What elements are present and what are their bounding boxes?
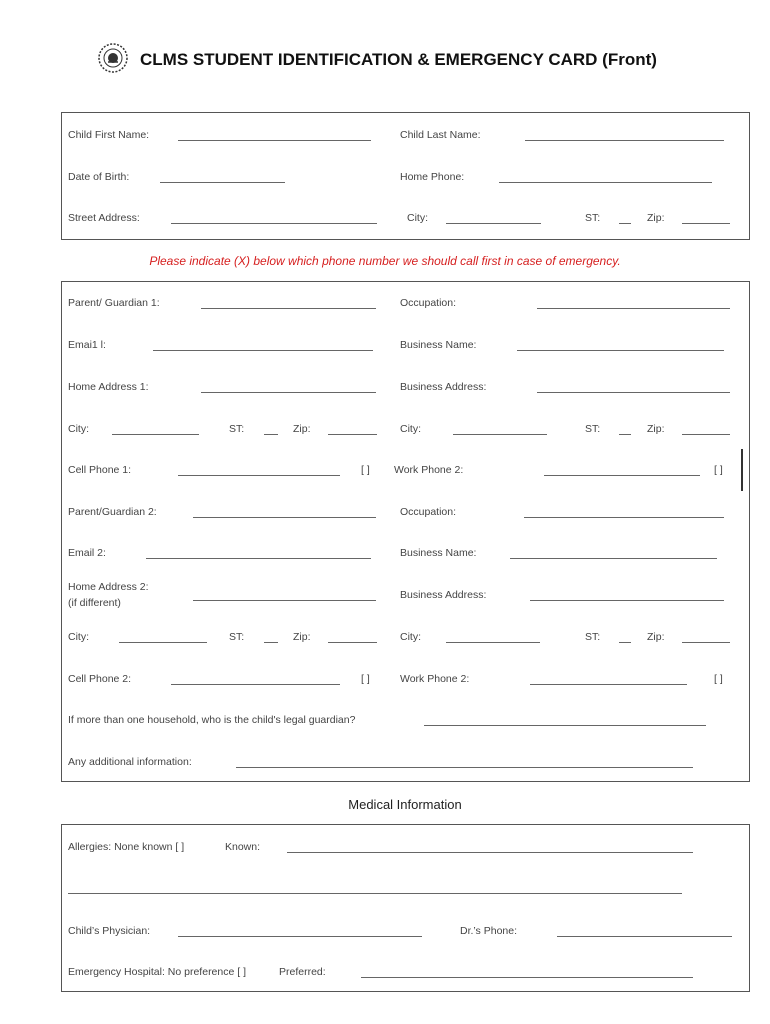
city-field[interactable] <box>446 223 541 224</box>
city-label: City: <box>407 212 428 224</box>
child-last-name-label: Child Last Name: <box>400 129 481 141</box>
business-st2-field[interactable] <box>619 642 631 643</box>
margin-bar <box>741 449 743 491</box>
parent2-label: Parent/Guardian 2: <box>68 506 157 518</box>
business-address2-field[interactable] <box>530 600 724 601</box>
work-phone-a-field[interactable] <box>544 475 700 476</box>
street-address-field[interactable] <box>171 223 377 224</box>
city1-field[interactable] <box>112 434 199 435</box>
business-name2-field[interactable] <box>510 558 717 559</box>
parent1-field[interactable] <box>201 308 376 309</box>
medical-heading: Medical Information <box>348 797 462 812</box>
st-label: ST: <box>585 212 601 224</box>
legal-guardian-label: If more than one household, who is the child's legal guardian? <box>68 714 356 726</box>
dr-phone-label: Dr.’s Phone: <box>460 925 518 937</box>
business-st2-label: ST: <box>585 631 601 643</box>
home-address1-label: Home Address 1: <box>68 381 149 393</box>
work-phone-a-checkbox[interactable]: [ ] <box>714 464 723 476</box>
home-phone-label: Home Phone: <box>400 171 465 183</box>
email1-label: Emai1 l: <box>68 339 106 351</box>
business-address2-label: Business Address: <box>400 589 487 601</box>
cell-phone2-label: Cell Phone 2: <box>68 673 132 685</box>
business-city2-label: City: <box>400 631 421 643</box>
occupation2-label: Occupation: <box>400 506 457 518</box>
allergies-continued-field[interactable] <box>68 893 682 894</box>
cell-phone1-label: Cell Phone 1: <box>68 464 132 476</box>
home-address2-label: Home Address 2: <box>68 581 149 593</box>
allergies-known-field[interactable] <box>287 852 693 853</box>
business-city1-field[interactable] <box>453 434 547 435</box>
business-st1-field[interactable] <box>619 434 631 435</box>
emergency-instruction: Please indicate (X) below which phone number we should call first in case of emergency. <box>149 254 621 268</box>
business-name1-label: Business Name: <box>400 339 477 351</box>
business-st1-label: ST: <box>585 423 601 435</box>
email2-label: Email 2: <box>68 547 106 559</box>
home-phone-field[interactable] <box>499 182 712 183</box>
home-address1-field[interactable] <box>201 392 376 393</box>
school-seal-icon <box>97 42 129 74</box>
city2-label: City: <box>68 631 89 643</box>
physician-label: Child’s Physician: <box>68 925 151 937</box>
physician-field[interactable] <box>178 936 422 937</box>
occupation1-label: Occupation: <box>400 297 457 309</box>
street-address-label: Street Address: <box>68 212 140 224</box>
cell-phone2-field[interactable] <box>171 684 340 685</box>
page-title: CLMS STUDENT IDENTIFICATION & EMERGENCY CARD (Front) <box>140 50 657 69</box>
known-label: Known: <box>225 841 261 853</box>
zip1-field[interactable] <box>328 434 377 435</box>
business-zip2-label: Zip: <box>647 631 665 643</box>
cell-phone2-checkbox[interactable]: [ ] <box>361 673 370 685</box>
dr-phone-field[interactable] <box>557 936 732 937</box>
business-city2-field[interactable] <box>446 642 540 643</box>
st2-field[interactable] <box>264 642 278 643</box>
work-phone-a-label: Work Phone 2: <box>394 464 464 476</box>
work-phone-b-field[interactable] <box>530 684 687 685</box>
zip2-label: Zip: <box>293 631 311 643</box>
email2-field[interactable] <box>146 558 371 559</box>
work-phone-b-checkbox[interactable]: [ ] <box>714 673 723 685</box>
business-zip1-label: Zip: <box>647 423 665 435</box>
occupation2-field[interactable] <box>524 517 724 518</box>
cell-phone1-field[interactable] <box>178 475 340 476</box>
business-address1-label: Business Address: <box>400 381 487 393</box>
allergies-label: Allergies: None known [ ] <box>68 841 185 853</box>
hospital-label: Emergency Hospital: No preference [ ] <box>68 966 246 978</box>
legal-guardian-field[interactable] <box>424 725 706 726</box>
child-last-name-field[interactable] <box>525 140 724 141</box>
business-zip2-field[interactable] <box>682 642 730 643</box>
additional-info-label: Any additional information: <box>68 756 192 768</box>
city2-field[interactable] <box>119 642 207 643</box>
date-of-birth-field[interactable] <box>160 182 285 183</box>
date-of-birth-label: Date of Birth: <box>68 171 130 183</box>
home-address2-field[interactable] <box>193 600 376 601</box>
st1-field[interactable] <box>264 434 278 435</box>
business-zip1-field[interactable] <box>682 434 730 435</box>
child-first-name-label: Child First Name: <box>68 129 150 141</box>
st2-label: ST: <box>229 631 245 643</box>
business-name1-field[interactable] <box>517 350 724 351</box>
business-name2-label: Business Name: <box>400 547 477 559</box>
st-field[interactable] <box>619 223 631 224</box>
business-city1-label: City: <box>400 423 421 435</box>
zip-field[interactable] <box>682 223 730 224</box>
preferred-label: Preferred: <box>279 966 326 978</box>
city1-label: City: <box>68 423 89 435</box>
email1-field[interactable] <box>153 350 373 351</box>
st1-label: ST: <box>229 423 245 435</box>
occupation1-field[interactable] <box>537 308 730 309</box>
additional-info-field[interactable] <box>236 767 693 768</box>
zip-label: Zip: <box>647 212 665 224</box>
preferred-hospital-field[interactable] <box>361 977 693 978</box>
business-address1-field[interactable] <box>537 392 730 393</box>
zip1-label: Zip: <box>293 423 311 435</box>
parent1-label: Parent/ Guardian 1: <box>68 297 160 309</box>
parent2-field[interactable] <box>193 517 376 518</box>
if-different-note: (if different) <box>68 597 121 609</box>
zip2-field[interactable] <box>328 642 377 643</box>
work-phone-b-label: Work Phone 2: <box>400 673 470 685</box>
guardians-section <box>61 281 750 782</box>
child-first-name-field[interactable] <box>178 140 371 141</box>
cell-phone1-checkbox[interactable]: [ ] <box>361 464 370 476</box>
